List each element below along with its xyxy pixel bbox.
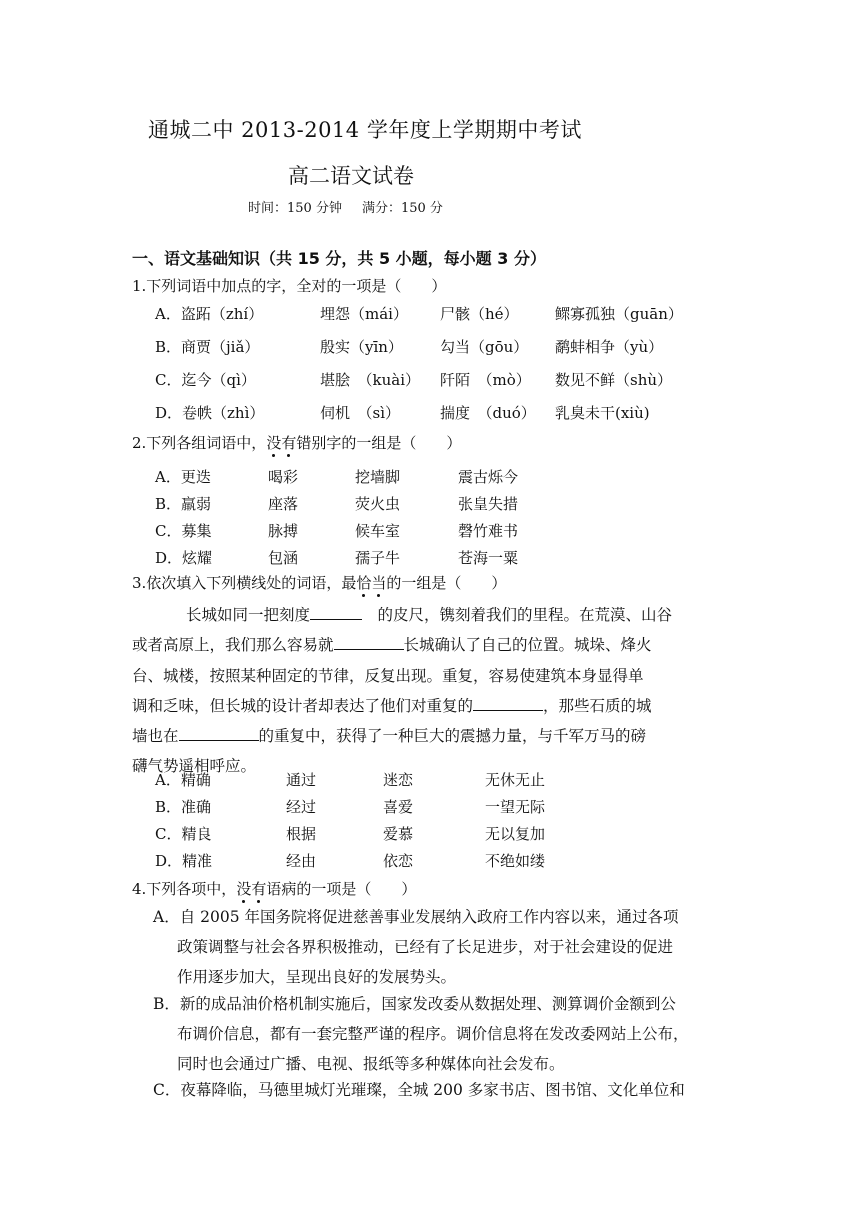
passage-line-1 [186,600,672,630]
q3-a-4: 无休无止 [485,771,546,789]
q2-d-1: D．炫耀 [155,549,213,567]
q3-d-1: D．精准 [155,852,213,870]
q3-b-3: 喜爱 [383,798,414,816]
q3-c-4: 无以复加 [485,825,546,843]
q3-b-4: 一望无际 [485,798,546,816]
q2-a-3: 挖墙脚 [355,468,401,486]
q4-a-line-2: 政策调整与社会各界积极推动，已经有了长足进步，对于社会建设的促进 [177,938,674,956]
q2-b-2: 座落 [268,495,299,513]
q4-stem-pre: 4.下列各项中， [132,880,237,898]
q1-c-2: 堪脍 （kuài） [320,371,420,389]
question-4-stem [132,878,416,899]
passage-line-5 [132,721,646,751]
q4-stem-dot-1: 没 [236,880,252,898]
q3-c-3: 爱慕 [383,825,414,843]
question-3-stem [132,572,506,593]
exam-time: 时间：150 分钟 [248,201,342,216]
q1-a-1: A．盗跖（zhí） [155,305,264,323]
passage-text: 或者高原上，我们那么容易就 [132,636,334,654]
q2-stem-dot-1: 没 [266,434,282,452]
q3-stem-dot-2: 当 [371,574,387,592]
q2-c-4: 磬竹难书 [458,522,519,540]
q2-c-1: C．募集 [155,522,212,540]
q1-d-3: 揣度 （duó） [440,404,536,422]
passage-text: ，那些石质的城 [543,697,652,715]
q3-c-2: 根据 [286,825,317,843]
q1-a-4: 鳏寡孤独（guān） [555,305,683,323]
q2-b-1: B．羸弱 [155,495,212,513]
q1-c-4: 数见不鲜（shù） [555,371,673,389]
q3-b-1: B．准确 [155,798,212,816]
passage-text: 长城如同一把刻度 [186,606,311,624]
q1-d-4: 乳臭未干(xiù) [555,404,650,422]
q3-stem-dot-1: 恰 [356,574,372,592]
q3-a-3: 迷恋 [383,771,414,789]
q2-a-1: A．更迭 [155,468,211,486]
q2-b-3: 荧火虫 [355,495,401,513]
q2-c-2: 脉搏 [268,522,299,540]
q2-a-4: 震古烁今 [458,468,519,486]
q2-stem-dot-2: 有 [281,434,297,452]
exam-subtitle: 高二语文试卷 [288,164,414,188]
q1-a-2: 埋怨（mái） [320,305,408,323]
q1-b-1: B．商贾（jiǎ） [155,338,260,356]
q2-d-2: 包涵 [268,549,299,567]
exam-meta [248,197,443,216]
q2-stem-post: 错别字的一组是（ ） [296,434,462,452]
passage-text: 的重复中，获得了一种巨大的震撼力量，与千军万马的磅 [258,727,647,745]
q2-c-3: 候车室 [355,522,401,540]
q4-a-line-1: A．自 2005 年国务院将促进慈善事业发展纳入政府工作内容以来，通过各项 [153,908,679,926]
passage-text: 礴气势遥相呼应。 [132,757,257,775]
q3-d-2: 经由 [286,852,317,870]
blank-2 [334,634,404,650]
q2-d-3: 孺子牛 [355,549,401,567]
blank-3 [473,695,543,711]
q2-b-4: 张皇失措 [458,495,519,513]
q2-stem-pre: 2.下列各组词语中， [132,434,267,452]
q4-b-line-2: 布调价信息，都有一套完整严谨的程序。调价信息将在发改委网站上公布， [177,1025,689,1043]
q3-a-2: 通过 [286,771,317,789]
q2-d-4: 苍海一粟 [458,549,519,567]
q1-b-4: 鹬蚌相争（yù） [555,338,664,356]
q3-d-4: 不绝如缕 [485,852,546,870]
q1-c-1: C．迄今（qì） [155,371,256,389]
passage-line-4 [132,691,652,721]
passage-text: 长城确认了自己的位置。城垛、烽火 [403,636,652,654]
q1-d-2: 伺机 （sì） [320,404,400,422]
q3-d-3: 依恋 [383,852,414,870]
q1-b-3: 勾当（gōu） [440,338,529,356]
q1-a-3: 尸骸（hé） [440,305,519,323]
q4-b-line-1: B．新的成品油价格机制实施后，国家发改委从数据处理、测算调价金额到公 [153,995,676,1013]
q1-c-3: 阡陌 （mò） [440,371,531,389]
section-heading: 一、语文基础知识（共 15 分，共 5 小题，每小题 3 分） [132,249,546,268]
passage-text: 的皮尺，镌刻着我们的里程。在荒漠、山谷 [362,606,673,624]
q3-b-2: 经过 [286,798,317,816]
exam-title: 通城二中 2013-2014 学年度上学期期中考试 [148,118,582,142]
q4-stem-post: 语病的一项是（ ） [266,880,417,898]
q1-d-1: D．卷帙（zhì） [155,404,265,422]
q4-b-line-3: 同时也会通过广播、电视、报纸等多种媒体向社会发布。 [177,1055,565,1073]
q4-stem-dot-2: 有 [251,880,267,898]
q4-c-line-1: C．夜幕降临，马德里城灯光璀璨，全城 200 多家书店、图书馆、文化单位和 [153,1081,685,1099]
passage-text: 台、城楼，按照某种固定的节律，反复出现。重复，容易使建筑本身显得单 [132,667,644,685]
passage-line-3 [132,661,644,691]
q3-a-1: A．精确 [155,771,211,789]
q3-stem-pre: 3.依次填入下列横线处的词语，最 [132,574,357,592]
question-2-stem [132,432,461,453]
question-1-stem: 1.下列词语中加点的字，全对的一项是（ ） [132,277,447,295]
passage-line-2 [132,630,652,660]
q2-a-2: 喝彩 [268,468,299,486]
blank-1 [310,604,362,620]
blank-4 [179,725,259,741]
q3-c-1: C．精良 [155,825,212,843]
passage-text: 调和乏味，但长城的设计者却表达了他们对重复的 [132,697,474,715]
exam-score: 满分：150 分 [361,201,443,216]
q3-stem-post: 的一组是（ ） [386,574,507,592]
passage-text: 墙也在 [132,727,179,745]
q4-a-line-3: 作用逐步加大，呈现出良好的发展势头。 [177,968,457,986]
q1-b-2: 殷实（yīn） [320,338,403,356]
